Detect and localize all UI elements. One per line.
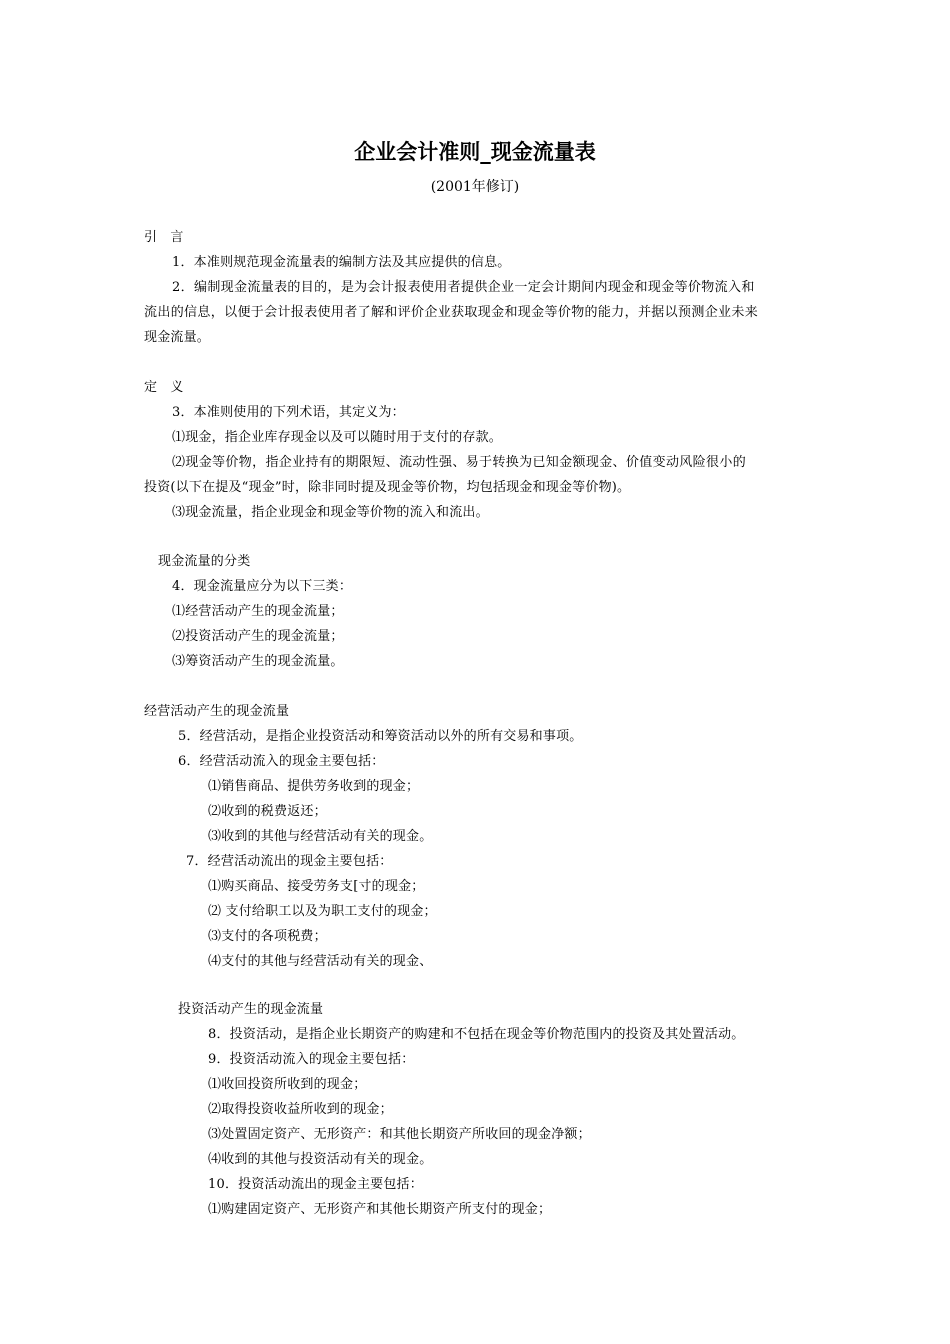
paragraph-line: 9．投资活动流入的现金主要包括： xyxy=(208,1052,415,1067)
paragraph-line: 6．经营活动流入的现金主要包括： xyxy=(178,754,385,769)
paragraph-line: ⑶收到的其他与经营活动有关的现金。 xyxy=(208,829,433,844)
document-title: 企业会计准则_现金流量表 xyxy=(354,140,596,164)
section-heading-introduction: 引 言 xyxy=(144,230,184,245)
paragraph-line: 8．投资活动，是指企业长期资产的购建和不包括在现金等价物范围内的投资及其处置活动。 xyxy=(208,1027,745,1042)
paragraph-line: ⑴收回投资所收到的现金； xyxy=(208,1077,367,1092)
paragraph-line: 7．经营活动流出的现金主要包括： xyxy=(186,854,393,869)
paragraph-line: ⑵收到的税费返还； xyxy=(208,804,327,819)
paragraph-line: ⑶现金流量，指企业现金和现金等价物的流入和流出。 xyxy=(172,505,489,520)
paragraph-line: ⑴购买商品、接受劳务支[寸的现金； xyxy=(208,879,425,894)
paragraph-line: 1．本准则规范现金流量表的编制方法及其应提供的信息。 xyxy=(172,255,511,270)
section-heading-classification: 现金流量的分类 xyxy=(158,554,251,569)
paragraph-line: ⑴现金，指企业库存现金以及可以随时用于支付的存款。 xyxy=(172,430,503,445)
paragraph-line: 2．编制现金流量表的目的，是为会计报表使用者提供企业一定会计期间内现金和现金等价物流入和 xyxy=(172,280,755,295)
paragraph-line: ⑵现金等价物，指企业持有的期限短、流动性强、易于转换为已知金额现金、价值变动风险很小的 xyxy=(172,455,747,470)
paragraph-line: 投资(以下在提及“现金”时，除非同时提及现金等价物，均包括现金和现金等价物)。 xyxy=(144,480,631,495)
paragraph-line: ⑵ 支付给职工以及为职工支付的现金； xyxy=(208,904,437,919)
section-heading-operating: 经营活动产生的现金流量 xyxy=(144,704,290,719)
paragraph-line: ⑶筹资活动产生的现金流量。 xyxy=(172,654,344,669)
paragraph-line: 3．本准则使用的下列术语，其定义为： xyxy=(172,405,405,420)
section-heading-investing: 投资活动产生的现金流量 xyxy=(178,1002,324,1017)
paragraph-line: ⑷支付的其他与经营活动有关的现金、 xyxy=(208,954,433,969)
paragraph-line: ⑷收到的其他与投资活动有关的现金。 xyxy=(208,1152,433,1167)
paragraph-line: ⑴经营活动产生的现金流量； xyxy=(172,604,344,619)
paragraph-line: ⑵投资活动产生的现金流量； xyxy=(172,629,344,644)
paragraph-line: 流出的信息，以便于会计报表使用者了解和评价企业获取现金和现金等价物的能力，并据以预测企业未来 xyxy=(144,305,759,320)
paragraph-line: ⑵取得投资收益所收到的现金； xyxy=(208,1102,393,1117)
paragraph-line: 现金流量。 xyxy=(144,330,211,345)
paragraph-line: ⑴销售商品、提供劳务收到的现金； xyxy=(208,779,420,794)
paragraph-line: 10．投资活动流出的现金主要包括： xyxy=(208,1177,423,1192)
paragraph-line: ⑴购建固定资产、无形资产和其他长期资产所支付的现金； xyxy=(208,1202,552,1217)
paragraph-line: 4．现金流量应分为以下三类： xyxy=(172,579,353,594)
paragraph-line: 5．经营活动，是指企业投资活动和筹资活动以外的所有交易和事项。 xyxy=(178,729,583,744)
paragraph-line: ⑶支付的各项税费； xyxy=(208,929,327,944)
document-subtitle: (2001年修订) xyxy=(430,179,520,195)
paragraph-line: ⑶处置固定资产、无形资产：和其他长期资产所收回的现金净额； xyxy=(208,1127,591,1142)
section-heading-definitions: 定 义 xyxy=(144,380,184,395)
